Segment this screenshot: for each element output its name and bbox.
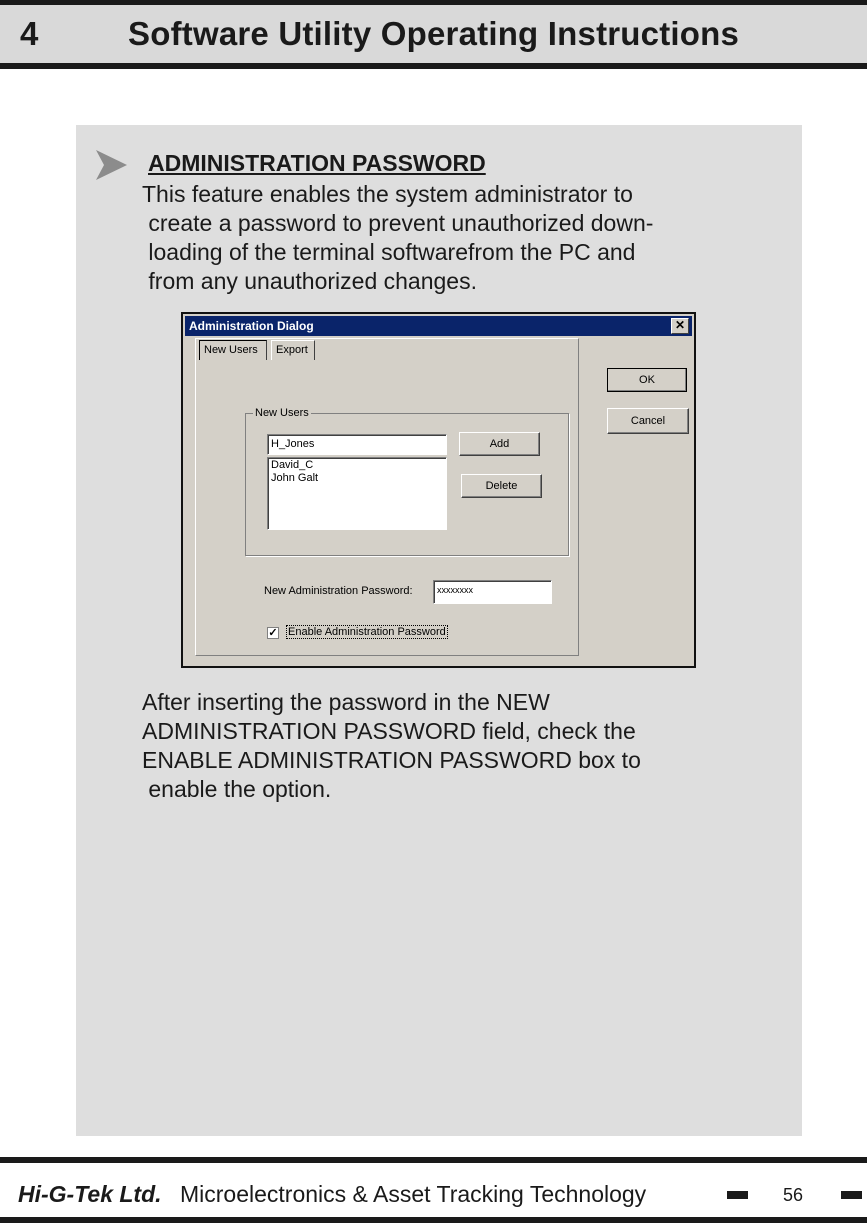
- footer-dash: [727, 1191, 748, 1199]
- footer-dash: [841, 1191, 862, 1199]
- checkmark-icon: ✓: [268, 627, 278, 639]
- tab-new-users[interactable]: New Users: [199, 340, 267, 360]
- footer-company: Hi-G-Tek Ltd.: [18, 1181, 162, 1207]
- dialog-title: Administration Dialog: [189, 319, 314, 333]
- administration-dialog: [181, 312, 696, 668]
- footer-tagline: Microelectronics & Asset Tracking Technology: [180, 1181, 647, 1207]
- close-icon: ✕: [674, 318, 686, 332]
- cancel-button[interactable]: Cancel: [607, 408, 689, 434]
- section-number: 4: [20, 15, 39, 52]
- users-listbox[interactable]: [267, 457, 447, 530]
- password-input[interactable]: xxxxxxxx: [433, 580, 552, 604]
- delete-button[interactable]: Delete: [461, 474, 542, 498]
- intro-paragraph: [142, 180, 653, 296]
- arrow-bullet-icon: [96, 150, 127, 180]
- intro-line: from any unauthorized changes.: [142, 268, 477, 294]
- section-heading: ADMINISTRATION PASSWORD: [148, 150, 486, 176]
- list-item[interactable]: David_C: [271, 459, 314, 471]
- ok-button[interactable]: OK: [607, 368, 687, 392]
- followup-line: After inserting the password in the NEW: [142, 689, 550, 715]
- password-label: New Administration Password:: [264, 585, 413, 597]
- enable-password-label[interactable]: Enable Administration Password: [288, 626, 446, 638]
- intro-line: This feature enables the system administrator to: [142, 181, 633, 207]
- enable-password-checkbox[interactable]: [267, 627, 279, 639]
- new-user-input[interactable]: H_Jones: [267, 434, 447, 455]
- followup-paragraph: [142, 688, 641, 804]
- footer-top-rule: [0, 1157, 867, 1163]
- group-label: New Users: [255, 407, 309, 419]
- page-title: Software Utility Operating Instructions: [128, 15, 740, 52]
- header-bottom-rule: [0, 63, 867, 69]
- followup-line: enable the option.: [142, 776, 332, 802]
- close-button[interactable]: [671, 318, 689, 334]
- footer-bottom-rule: [0, 1217, 867, 1223]
- page-number: 56: [783, 1185, 804, 1205]
- followup-line: ADMINISTRATION PASSWORD field, check the: [142, 718, 636, 744]
- tab-export[interactable]: Export: [271, 340, 315, 360]
- followup-line: ENABLE ADMINISTRATION PASSWORD box to: [142, 747, 641, 773]
- list-item[interactable]: John Galt: [271, 472, 319, 484]
- intro-line: loading of the terminal softwarefrom the PC and: [142, 239, 636, 265]
- dialog-titlebar: [185, 316, 692, 336]
- add-button[interactable]: Add: [459, 432, 540, 456]
- intro-line: create a password to prevent unauthorized down-: [142, 210, 654, 236]
